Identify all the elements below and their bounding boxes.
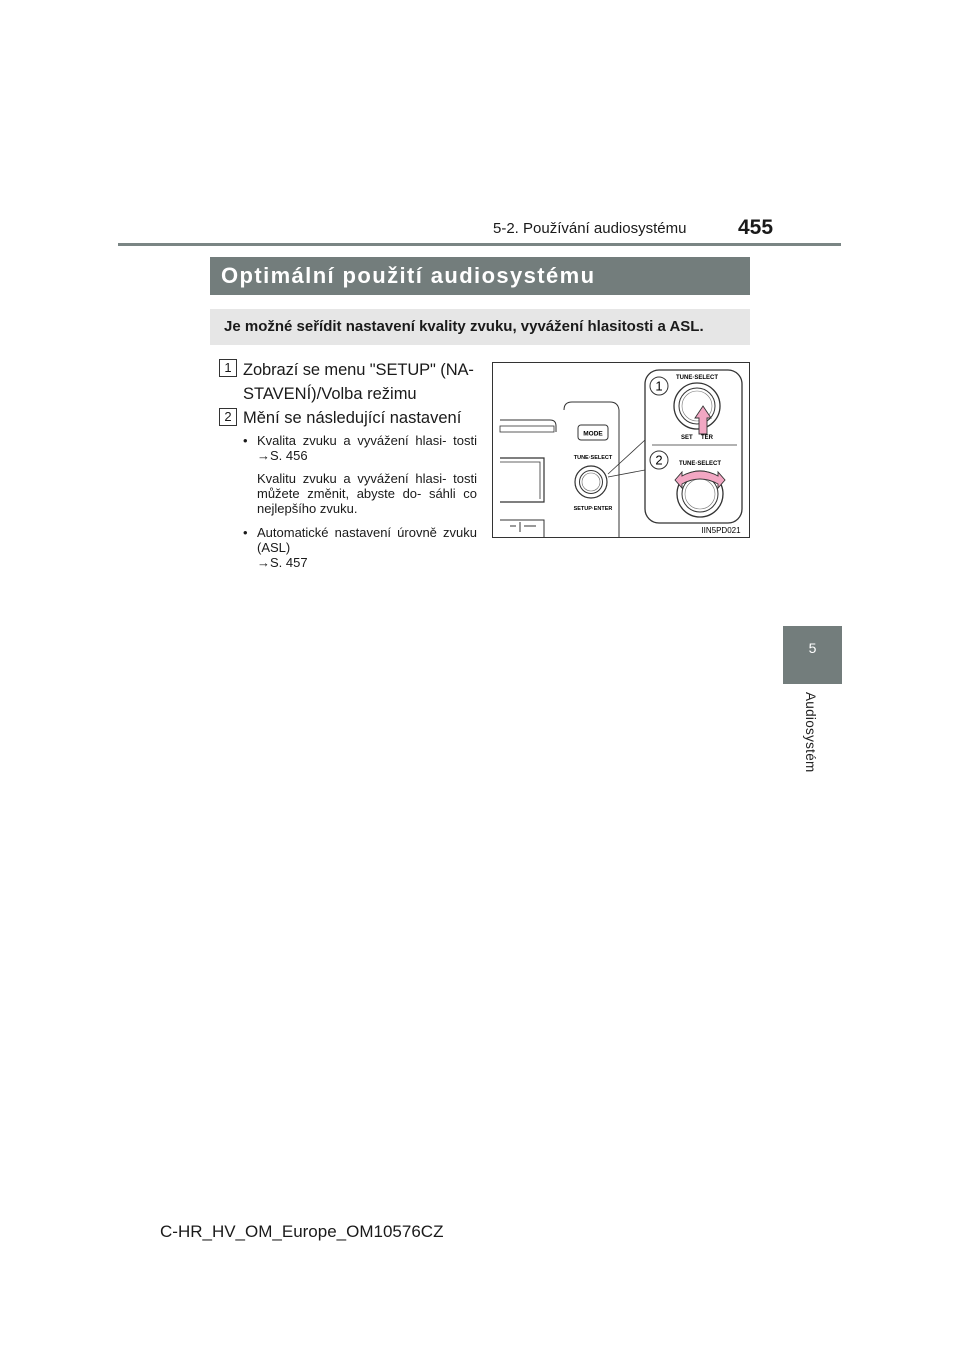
step-1-line-2: STAVENÍ)/Volba režimu bbox=[243, 385, 417, 403]
bullet-1-note: Kvalitu zvuku a vyvážení hlasi- tosti můžete změnit, abyste do- sáhli co nejlepšího zvuku. bbox=[257, 471, 477, 516]
bullet-1-ref: →S. 456 bbox=[257, 448, 308, 463]
header-section-title: 5-2. Používání audiosystému bbox=[493, 220, 687, 237]
illustration-code: IIN5PD021 bbox=[701, 526, 741, 535]
audio-control-illustration bbox=[492, 362, 750, 538]
section-title-bar: Optimální použití audiosystému bbox=[210, 257, 750, 295]
footer-document-code: C-HR_HV_OM_Europe_OM10576CZ bbox=[160, 1222, 444, 1241]
bullet-mark: • bbox=[243, 525, 248, 540]
bullet-2-text: Automatické nastavení úrovně zvuku (ASL) bbox=[257, 525, 477, 555]
bullet-item-1 bbox=[243, 433, 477, 516]
setup-enter-label: SETUP·ENTER bbox=[573, 506, 613, 512]
intro-bar: Je možné seřídit nastavení kvality zvuku, vyvážení hlasitosti a ASL. bbox=[210, 309, 750, 345]
bullet-item-2 bbox=[243, 525, 477, 570]
step-number-1: 1 bbox=[219, 359, 237, 377]
step-2-text: Mění se následující nastavení bbox=[243, 409, 462, 427]
bullet-1-text: Kvalita zvuku a vyvážení hlasi- tosti bbox=[257, 433, 477, 448]
step-number-2: 2 bbox=[219, 408, 237, 426]
chapter-tab-label: Audiosystém bbox=[803, 692, 818, 773]
step-1-text bbox=[243, 358, 489, 406]
callout-2-number: 2 bbox=[655, 452, 663, 468]
page-number: 455 bbox=[738, 216, 774, 239]
chapter-tab-number: 5 bbox=[808, 640, 817, 656]
zoom-tune-select-label: TUNE·SELECT bbox=[676, 375, 718, 381]
step-1-line-1: Zobrazí se menu "SETUP" (NA- bbox=[243, 361, 474, 379]
bullet-mark: • bbox=[243, 433, 248, 448]
bullet-1-body bbox=[257, 433, 477, 516]
tune-select-label: TUNE·SELECT bbox=[573, 455, 613, 461]
bullet-2-body bbox=[257, 525, 477, 570]
zoom-lower-tune-select-label: TUNE·SELECT bbox=[679, 461, 721, 467]
bullet-2-ref: →S. 457 bbox=[257, 555, 308, 570]
callout-1-number: 1 bbox=[655, 378, 663, 394]
zoom-setup-enter-label: SET TER bbox=[680, 435, 714, 441]
mode-button-label: MODE bbox=[583, 430, 603, 438]
header-rule bbox=[118, 243, 841, 246]
